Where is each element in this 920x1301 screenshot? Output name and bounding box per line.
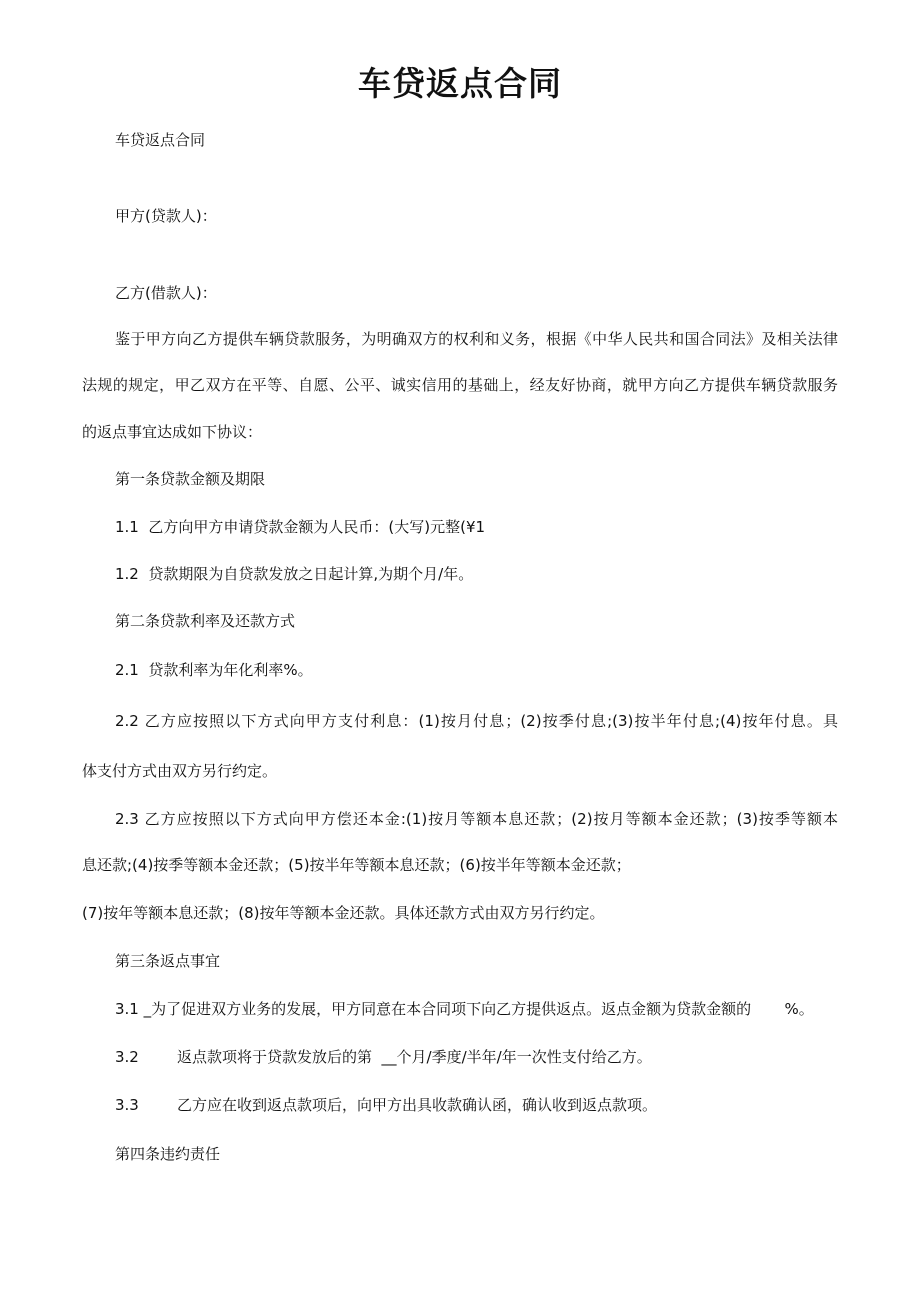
article-2-heading: 第二条贷款利率及还款方式 [115,612,296,630]
preamble-line-2: 法规的规定，甲乙双方在平等、自愿、公平、诚实信用的基础上，经友好协商，就甲方向乙方提供车辆贷款服务 [82,376,838,394]
document-title: 车贷返点合同 [358,64,562,103]
clause-2-3-line-3: (7)按年等额本息还款；(8)按年等额本金还款。具体还款方式由双方另行约定。 [82,904,605,922]
article-3-heading: 第三条返点事宜 [115,952,221,970]
clause-1-1: 1.1 乙方向甲方申请贷款金额为人民币：(大写)元整(¥1 [115,518,486,536]
article-1-heading: 第一条贷款金额及期限 [115,470,266,488]
article-4-heading: 第四条违约责任 [115,1145,221,1163]
clause-2-2-line-2: 体支付方式由双方另行约定。 [82,762,278,780]
clause-3-1: 3.1 _为了促进双方业务的发展，甲方同意在本合同项下向乙方提供返点。返点金额为贷款金额的 %。 [115,1000,814,1018]
clause-2-1: 2.1 贷款利率为年化利率%。 [115,661,313,679]
clause-2-3-line-1: 2.3 乙方应按照以下方式向甲方偿还本金:(1)按月等额本息还款；(2)按月等额本金还款；(3)按季等额本 [115,810,838,828]
document-subtitle: 车贷返点合同 [115,131,206,149]
clause-2-3-line-2: 息还款;(4)按季等额本金还款；(5)按半年等额本息还款；(6)按半年等额本金还款； [82,856,631,874]
clause-3-3: 3.3 乙方应在收到返点款项后，向甲方出具收款确认函，确认收到返点款项。 [115,1096,658,1114]
party-a-line: 甲方(贷款人)： [115,207,217,225]
clause-2-2-line-1: 2.2 乙方应按照以下方式向甲方支付利息：(1)按月付息；(2)按季付息;(3)按半年付息;(4)按年付息。具 [115,712,838,730]
party-b-line: 乙方(借款人)： [115,284,217,302]
preamble-line-1: 鉴于甲方向乙方提供车辆贷款服务，为明确双方的权利和义务，根据《中华人民共和国合同法》及相关法律 [115,330,838,348]
clause-3-2: 3.2 返点款项将于贷款发放后的第 __个月/季度/半年/年一次性支付给乙方。 [115,1048,652,1066]
clause-1-2: 1.2 贷款期限为自贷款发放之日起计算,为期个月/年。 [115,565,474,583]
preamble-line-3: 的返点事宜达成如下协议： [82,423,263,441]
